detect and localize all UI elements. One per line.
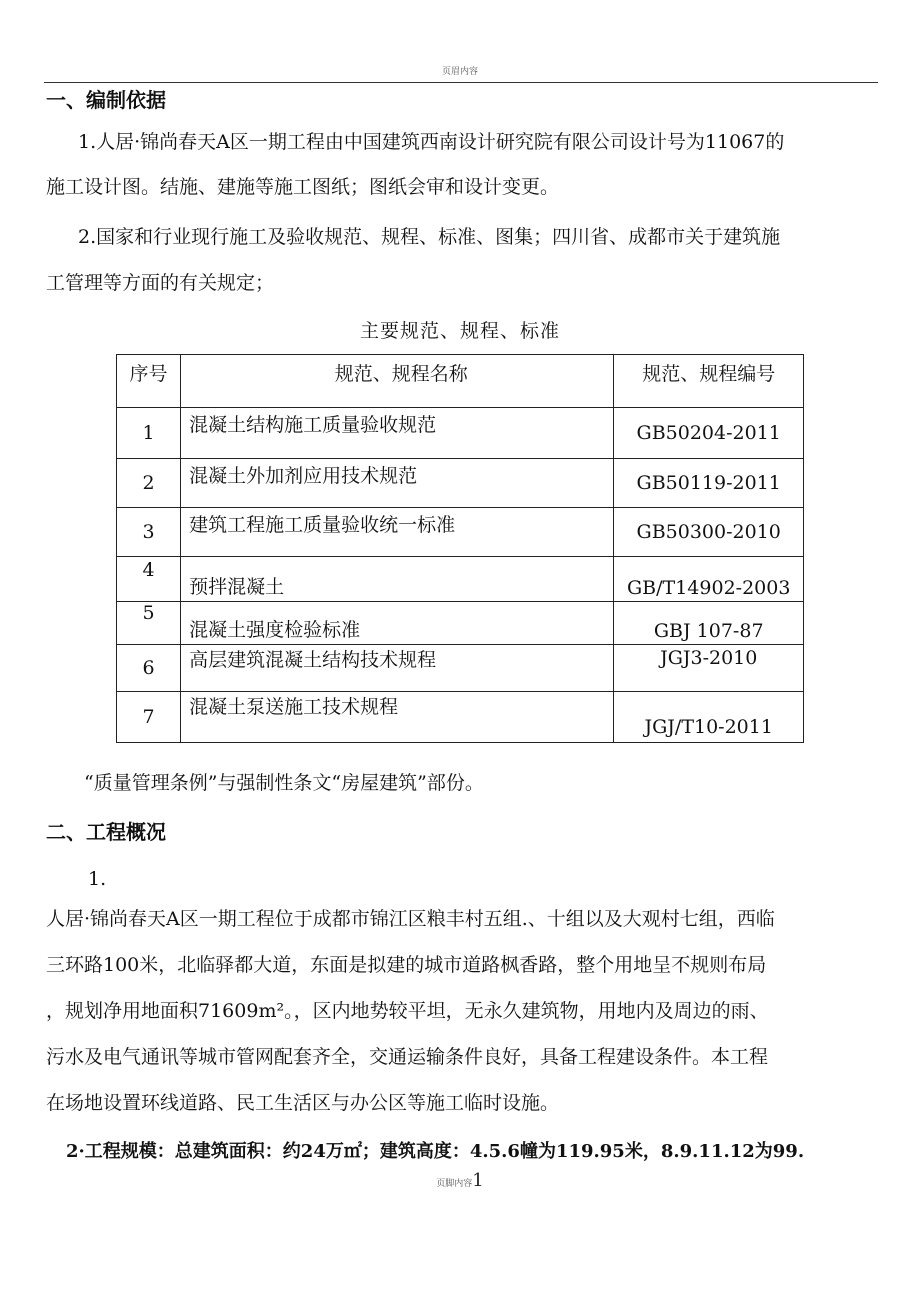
header-name: 规范、规程名称 — [181, 355, 614, 408]
overview-item-number: 1. — [88, 868, 107, 890]
row-no: 2 — [117, 459, 181, 508]
row-code: GB/T14902-2003 — [614, 557, 804, 602]
row-no: 4 — [117, 557, 181, 602]
header-no: 序号 — [117, 355, 181, 408]
table-row — [117, 459, 804, 508]
row-name: 混凝土泵送施工技术规程 — [181, 692, 614, 743]
row-name: 预拌混凝土 — [181, 557, 614, 602]
page-number: 1 — [472, 1170, 484, 1191]
overview-line-1: 人居·锦尚春天A区一期工程位于成都市锦江区粮丰村五组.、十组以及大观村七组，西临 — [46, 908, 775, 930]
overview-line-2: 三环路100米，北临驿都大道，东面是拟建的城市道路枫香路，整个用地呈不规则布局 — [46, 954, 767, 976]
table-row — [117, 508, 804, 557]
row-name: 混凝土外加剂应用技术规范 — [181, 459, 614, 508]
row-name: 混凝土结构施工质量验收规范 — [181, 408, 614, 459]
table-row — [117, 645, 804, 692]
page-header: 页眉内容 — [441, 67, 478, 77]
footer-label: 页脚内容 — [436, 1179, 473, 1189]
row-code: JGJ3-2010 — [614, 645, 804, 692]
table-title: 主要规范、规程、标准 — [359, 320, 560, 342]
section-heading-overview: 二、工程概况 — [46, 820, 166, 844]
overview-line-3: ，规划净用地面积71609m²。，区内地势较平坦，无永久建筑物，用地内及周边的雨、 — [46, 1000, 769, 1022]
regulation-note: “质量管理条例”与强制性条文“房屋建筑”部份。 — [84, 772, 484, 794]
row-code: JGJ/T10-2011 — [614, 692, 804, 743]
row-code: GB50300-2010 — [614, 508, 804, 557]
row-no: 7 — [117, 692, 181, 743]
standards-table — [116, 354, 804, 743]
table-row — [117, 408, 804, 459]
row-code: GB50119-2011 — [614, 459, 804, 508]
row-no: 3 — [117, 508, 181, 557]
project-scale-line: 2·工程规模：总建筑面积：约24万㎡；建筑高度：4.5.6幢为119.95米，8.9.11.12为99. — [66, 1141, 805, 1162]
section-heading-basis: 一、编制依据 — [46, 88, 166, 112]
paragraph-2-line-2: 工管理等方面的有关规定； — [46, 272, 275, 294]
row-code: GBJ 107-87 — [614, 602, 804, 645]
row-code: GB50204-2011 — [614, 408, 804, 459]
row-name: 建筑工程施工质量验收统一标准 — [181, 508, 614, 557]
paragraph-1-line-2: 施工设计图。结施、建施等施工图纸；图纸会审和设计变更。 — [46, 176, 560, 198]
header-divider — [44, 82, 878, 83]
row-name: 高层建筑混凝土结构技术规程 — [181, 645, 614, 692]
header-code: 规范、规程编号 — [614, 355, 804, 408]
paragraph-2-line-1: 2.国家和行业现行施工及验收规范、规程、标准、图集；四川省、成都市关于建筑施 — [78, 226, 781, 248]
table-row — [117, 557, 804, 602]
row-no: 6 — [117, 645, 181, 692]
page-footer — [0, 1170, 920, 1191]
table-row — [117, 602, 804, 645]
row-no: 1 — [117, 408, 181, 459]
paragraph-1-line-1: 1.人居·锦尚春天A区一期工程由中国建筑西南设计研究院有限公司设计号为11067的 — [78, 131, 785, 153]
table-header-row — [117, 355, 804, 408]
table-row — [117, 692, 804, 743]
row-name: 混凝土强度检验标准 — [181, 602, 614, 645]
overview-line-5: 在场地设置环线道路、民工生活区与办公区等施工临时设施。 — [46, 1092, 560, 1114]
row-no: 5 — [117, 602, 181, 645]
overview-line-4: 污水及电气通讯等城市管网配套齐全，交通运输条件良好，具备工程建设条件。本工程 — [46, 1046, 769, 1068]
